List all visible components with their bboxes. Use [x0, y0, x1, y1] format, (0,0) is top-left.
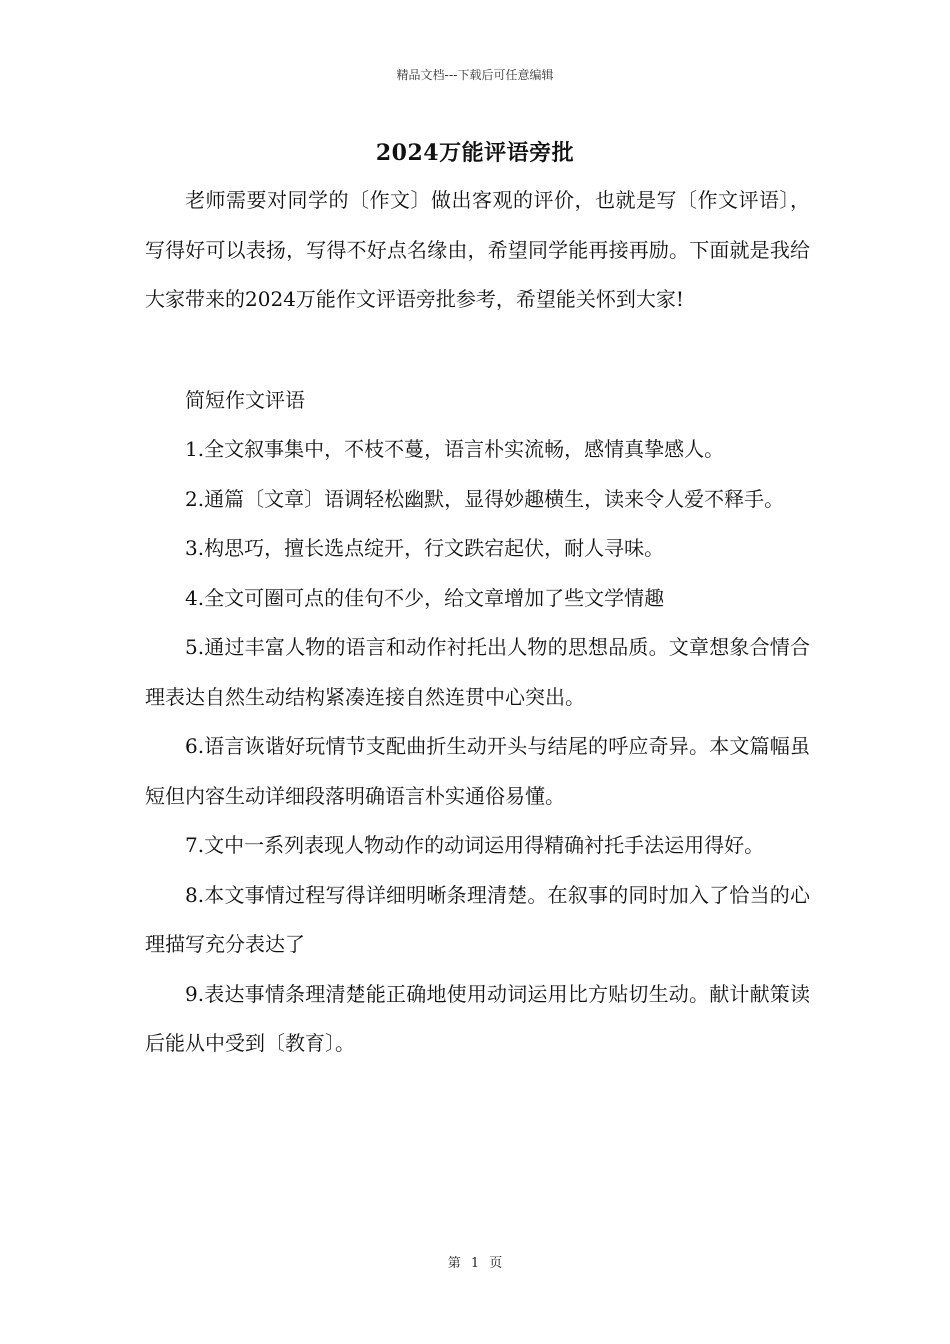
list-item: 8.本文事情过程写得详细明晰条理清楚。在叙事的同时加入了恰当的心理描写充分表达了: [145, 882, 810, 956]
list-item: 1.全文叙事集中，不枝不蔓，语言朴实流畅，感情真挚感人。: [185, 437, 725, 461]
section-heading: 简短作文评语: [185, 387, 305, 412]
page-number: 1: [470, 1256, 480, 1271]
list-item: 2.通篇〔文章〕语调轻松幽默，显得妙趣横生，读来令人爱不释手。: [185, 486, 785, 511]
header-note: 精品文档---下载后可任意编辑: [396, 68, 554, 82]
document-title: 2024万能评语旁批: [375, 140, 575, 166]
list-item: 3.构思巧，擅长选点绽开，行文跌宕起伏，耐人寻味。: [185, 536, 665, 560]
document-body: [145, 176, 810, 1069]
list-item: 9.表达事情条理清楚能正确地使用动词运用比方贴切生动。献计献策读后能从中受到〔教育〕。: [145, 981, 810, 1055]
page-prefix: 第: [447, 1256, 461, 1271]
list-item: 5.通过丰富人物的语言和动作衬托出人物的思想品质。文章想象合情合理表达自然生动结构紧凑连接自然连贯中心突出。: [145, 635, 810, 709]
page-footer: [0, 1252, 950, 1271]
list-item: 6.语言诙谐好玩情节支配曲折生动开头与结尾的呼应奇异。本文篇幅虽短但内容生动详细段落明确语言朴实通俗易懂。: [145, 734, 810, 808]
list-item: 7.文中一系列表现人物动作的动词运用得精确衬托手法运用得好。: [185, 833, 765, 857]
page-suffix: 页: [489, 1256, 503, 1271]
list-item: 4.全文可圈可点的佳句不少，给文章增加了些文学情趣: [185, 585, 665, 610]
intro-paragraph: 老师需要对同学的〔作文〕做出客观的评价，也就是写〔作文评语〕，写得好可以表扬，写得不好点名缘由，希望同学能再接再励。下面就是我给大家带来的2024万能作文评语旁批参考，希望能关怀到大家!: [145, 188, 810, 311]
